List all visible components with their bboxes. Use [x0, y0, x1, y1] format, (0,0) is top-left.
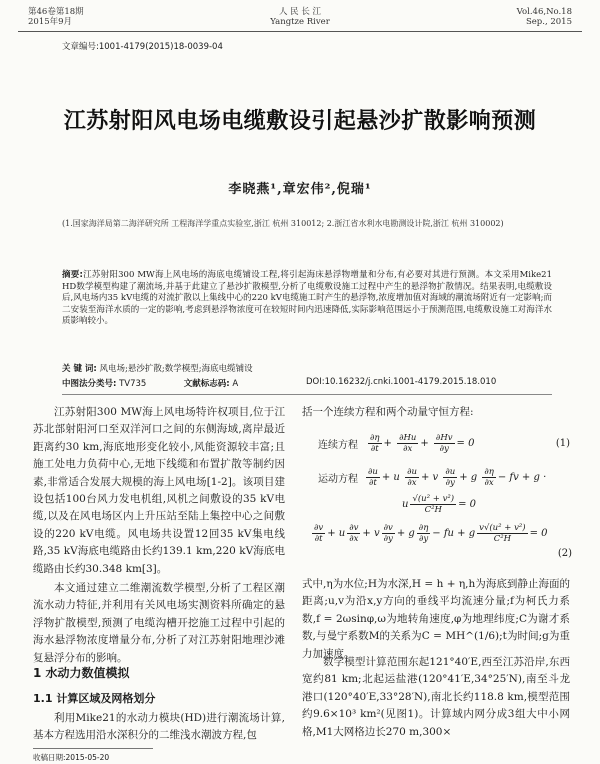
clc-label: 中图法分类号: [62, 379, 117, 389]
abstract-label: 摘要: [62, 270, 83, 280]
intro-paragraph-1: 江苏射阳300 MW海上风电场特许权项目,位于江苏北部射阳河口至双洋河口之间的东侧海域,离岸最近距离约30 km,海底地形变化较小,风能资源较丰富;且施工处电力负荷中心,无地下线缆和布置扩散等制约因素,非常适合发展大规模的海上风电场[1-2]。该项目建设包括100台风力发电机组,风机之间敷设的35 kV电缆,以及在风电场区内上升压站至陆上集控中心之间敷设的220 kV电缆。风电场共设置12回35 kV集电线路,35 kV海底电缆路由长约139.1 km,220 kV海底电缆路由长约30.348 km[3]。 [33, 406, 285, 575]
equation-symbols-paragraph: 式中,η为水位;H为水深,H = h + η,h为海底到静止海面的距离;u,v为沿x,y方向的垂线平均流速分量;f为柯氏力系数,f = 2ωsinφ,ω为地转角速度,φ为地理纬度;C为谢才系数,与曼宁系数M的关系为C = MH^(1/6);t为时间;g为重力加速度。 [302, 578, 570, 660]
header-divider [18, 31, 582, 32]
equation-2-number: (2) [557, 548, 572, 559]
classification-line [62, 377, 238, 389]
abstract-text: 江苏射阳300 MW海上风电场的海底电缆铺设工程,将引起海床悬浮物增量和分布,有必要对其进行预测。本文采用Mike21 HD数学模型构建了潮流场,并基于此建立了悬沙扩散模型,分析了电缆敷设施工过程中产生的悬浮物扩散情况。结果表明,电缆敷设后,风电场内35 kV电缆的对流扩散以上集线中心的220 kV电缆施工时产生的悬浮物,浓度增加值对海域的潮流场附近有一定影响;而二安装至海洋水质的一定的影响,考虑到悬浮物浓度可在较短时间内迅速降低,实际影响范围远小于预测范围,电缆敷设施工对海洋水质影响较小。 [62, 270, 552, 326]
journal-name [230, 7, 370, 27]
section-1-heading: 1 水动力数值模拟 [33, 666, 130, 680]
article-number: 文章编号:1001-4179(2015)18-0039-04 [62, 42, 223, 52]
doi-line [306, 377, 496, 387]
momentum-equation-label: 运动方程 [318, 473, 358, 485]
intro-paragraph-2: 本文通过建立二维潮流数学模型,分析了工程区潮流水动力特征,并利用有关风电场实测资料所确定的悬浮物扩散模型,预测了电缆沟槽开挖施工过程中引起的海水悬浮物浓度增量分布,分析了对江苏射阳地理沙滩复悬浮分布的影响。 [33, 582, 285, 664]
momentum-equations: 运动方程 $\frac{\partial u}{\partial t}$ + u $\frac{\partial u}{\partial x}$ + v $\frac{\partial u}{\partial y}$ + g $\frac{\partial\eta}{\partial x}$ − fv + g · u $\frac{\text{√(u² + v²)}}{\text{C²H}}$ = 0 $\frac{\partial v}{\partial t}$ + u $\frac{\partial v}{\partial x}$ + v $\frac{\partial v}{\partial y}$ + g $\frac{\partial\eta}{\partial y}$ − fu + g $\frac{\text{v√(u² + v²)}}{\text{C²H}}$ = 0 (2) [318, 464, 580, 559]
received-date: 收稿日期:2015-05-20 [33, 753, 110, 762]
keywords [62, 362, 552, 374]
journal-volume-en [517, 7, 572, 27]
publication-date: 2015年9月 [28, 17, 73, 27]
footnote-divider [33, 748, 153, 749]
clc-value: TV735 [119, 379, 147, 389]
equations-intro: 括一个连续方程和两个动量守恒方程: [302, 406, 474, 418]
volume-issue: 第46卷第18期 [28, 7, 84, 17]
journal-volume-issue [28, 7, 84, 27]
date-en: Sep., 2015 [525, 17, 572, 27]
model-domain-paragraph: 数学模型计算范围东起121°40′E,西至江苏沿岸,东西宽约81 km;北起运盐港(120°41′E,34°25′N),南至斗龙港口(120°40′E,33°28′N),南北长约118.8 km,模型范围约9.6×10³ km²(见图1)。计算域内网分成3组大中小网格,M1大网格边长270 m,300× [302, 656, 570, 738]
section-1-1-heading: 1.1 计算区域及网格划分 [33, 692, 156, 705]
paper-title: 江苏射阳风电场电缆敷设引起悬沙扩散影响预测 [63, 109, 537, 134]
continuity-equation: 连续方程 $\frac{\partial\eta}{\partial t}$ + $\frac{\partial Hu}{\partial x}$ + $\frac{\partial Hv}{\partial y}$ = 0 (1) [318, 432, 570, 454]
doi-value: 10.16232/j.cnki.1001-4179.2015.18.010 [324, 377, 497, 387]
continuity-equation-label: 连续方程 [318, 439, 358, 451]
doi-label: DOI: [306, 377, 325, 387]
author-list: 李晓燕¹,章宏伟²,倪瑞¹ [228, 182, 372, 197]
equation-1-number: (1) [555, 437, 570, 449]
doc-code-value: A [232, 379, 239, 389]
volume-issue-en: Vol.46,No.18 [516, 7, 572, 17]
keywords-text: 风电场;悬沙扩散;数学模型;海底电缆铺设 [99, 364, 253, 374]
journal-name-en: Yangtze River [270, 17, 330, 27]
affiliations: (1.国家海洋局第二海洋研究所 工程海洋学重点实验室,浙江 杭州 310012; 2.浙江省水利水电勘测设计院,浙江 杭州 310002) [62, 219, 504, 228]
keywords-label: 关 键 词: [62, 364, 97, 374]
abstract-divider [62, 394, 552, 395]
doc-code-label: 文献标志码: [183, 379, 230, 389]
journal-name-cn: 人 民 长 江 [278, 7, 322, 17]
abstract [62, 270, 552, 328]
section-1-1-paragraph: 利用Mike21的水动力模块(HD)进行潮流场计算,基本方程选用沿水深积分的二维浅水潮波方程,包 [33, 712, 285, 742]
